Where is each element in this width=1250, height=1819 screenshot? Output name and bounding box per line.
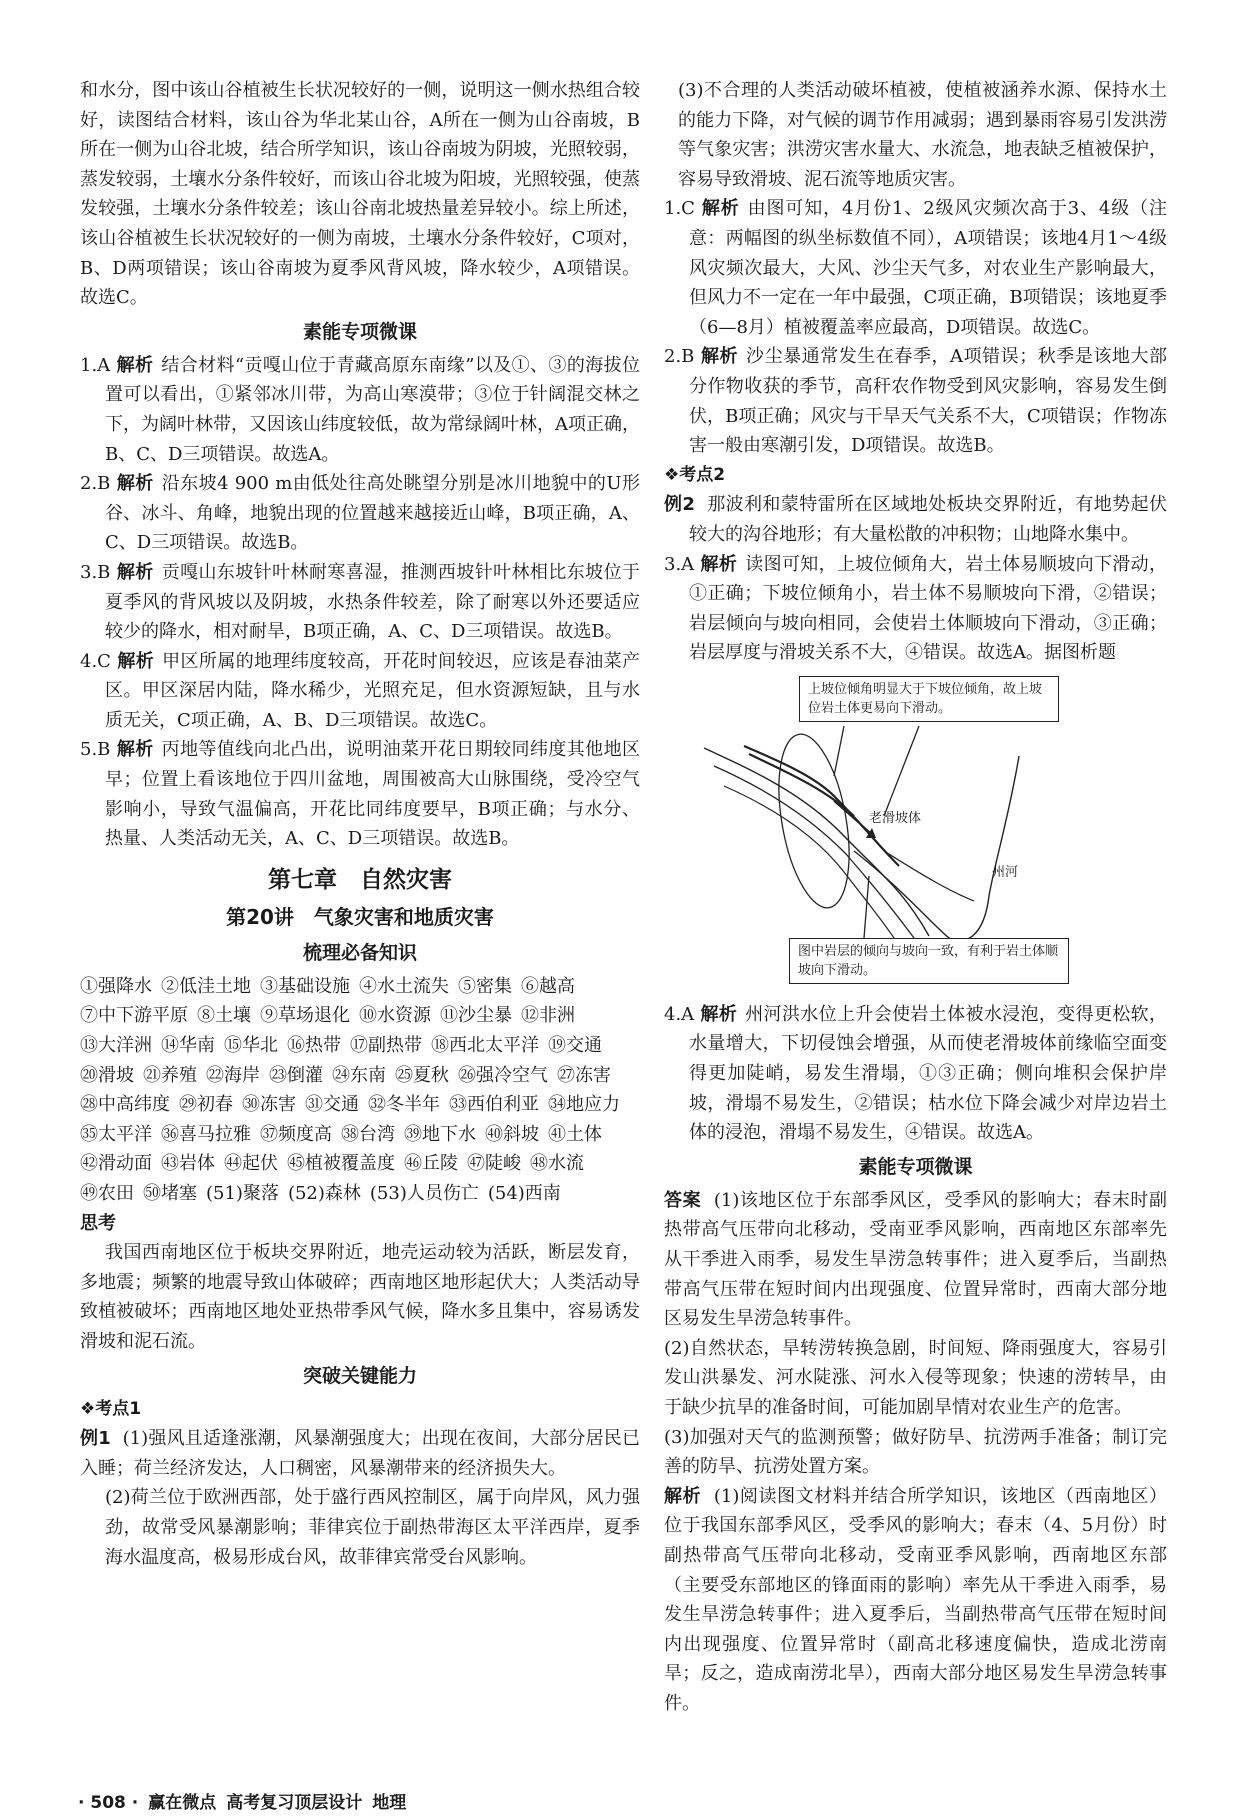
knowledge-term: ⑨草场退化 bbox=[260, 1005, 350, 1027]
knowledge-term: ㊺植被覆盖度 bbox=[287, 1153, 395, 1175]
knowledge-term: ㊼陡峻 bbox=[467, 1153, 521, 1175]
knowledge-term: ㉘中高纬度 bbox=[80, 1094, 170, 1116]
right-column bbox=[664, 76, 1167, 1719]
callout-bottom: 图中岩层的倾向与坡向一致，有利于岩土体顺坡向下滑动。 bbox=[789, 938, 1069, 984]
knowledge-term: ㉝西伯利亚 bbox=[449, 1094, 539, 1116]
section-title-suneng: 素能专项微课 bbox=[302, 320, 417, 343]
knowledge-term: ㉛交通 bbox=[305, 1094, 359, 1116]
knowledge-term: ㉔东南 bbox=[332, 1064, 386, 1086]
knowledge-term-list bbox=[80, 972, 640, 1209]
knowledge-term: ⑰副热带 bbox=[350, 1035, 422, 1057]
label-zhouhe-river: 州河 bbox=[992, 864, 1019, 880]
answer-item-r1: 1.C 解析 由图可知，4月份1、2级风灾频次高于3、4级（注意：两幅图的纵坐标数值不同），A项错误；该地4月1～4级风灾频次最大，大风、沙尘天气多，对农业生产影响最大，但风力不一定在一年中最强，C项正确，B项错误；该地夏季（6—8月）植被覆盖率应最高，D项错误。故选C。 bbox=[664, 198, 1168, 338]
rock-layer-1 bbox=[704, 748, 929, 936]
answer-item-5: 5.B 解析 丙地等值线向北凸出，说明油菜开花日期较同纬度其他地区早；位置上看该地位于四川盆地，周围被高大山脉围绕，受冷空气影响小，导致气温偏高，开花比同纬度要早，B项正确；与水分、热量、人类活动无关，A、C、D三项错误。故选B。 bbox=[80, 739, 641, 850]
knowledge-term: (52)森林 bbox=[287, 1183, 361, 1204]
valley-profile bbox=[854, 756, 1019, 941]
footer-brand: 赢在微点 bbox=[148, 1793, 217, 1813]
knowledge-term: ㊻丘陵 bbox=[404, 1153, 458, 1175]
knowledge-term: ⑱西北太平洋 bbox=[431, 1035, 539, 1057]
landslide-figure bbox=[684, 676, 1144, 986]
knowledge-term: ⑮华北 bbox=[224, 1035, 278, 1057]
knowledge-term: ㊾农田 bbox=[80, 1183, 134, 1204]
knowledge-term: ㊷滑动面 bbox=[80, 1153, 152, 1175]
section-title-shuli: 梳理必备知识 bbox=[302, 941, 417, 964]
key-point-2: ❖考点2 bbox=[664, 464, 726, 485]
knowledge-term: ㊱喜马拉雅 bbox=[161, 1123, 251, 1145]
answer-item-3: 3.B 解析 贡嘎山东坡针叶林耐寒喜湿，推测西坡针叶林相比东坡位于夏季风的背风坡以及阴坡，水热条件较差，除了耐寒以外还要适应较少的降水，相对耐旱，B项正确，A、C、D三项错误。故选B。 bbox=[80, 561, 641, 643]
example-1-part-1: 例1 (1)强风且适逢涨潮，风暴潮强度大；出现在夜间，大部分居民已入睡；荷兰经济发达，人口稠密，风暴潮带来的经济损失大。 bbox=[80, 1428, 640, 1479]
knowledge-term: ②低洼土地 bbox=[161, 975, 251, 997]
knowledge-term: ③基础设施 bbox=[260, 975, 350, 997]
knowledge-term: ⑥越高 bbox=[521, 975, 575, 997]
knowledge-term: ㊶土体 bbox=[548, 1123, 602, 1145]
ground-surface bbox=[884, 851, 974, 901]
knowledge-term: ㊴地下水 bbox=[404, 1123, 476, 1145]
knowledge-term: ㉙初春 bbox=[179, 1094, 233, 1116]
example-2: 例2 那波利和蒙特雷所在区域地处板块交界附近，有地势起伏较大的沟谷地形；有大量松散的冲积物；山地降水集中。 bbox=[664, 494, 1167, 545]
callout-top: 上坡位倾角明显大于下坡位倾角，故上坡位岩土体更易向下滑动。 bbox=[799, 676, 1059, 722]
highlight-ellipse bbox=[767, 729, 861, 913]
knowledge-term: ㊽水流 bbox=[530, 1153, 584, 1175]
knowledge-term: ㉚冻害 bbox=[242, 1094, 296, 1116]
answer-item-r4: 4.A 解析 州河洪水位上升会使岩土体被水浸泡，变得更松软，水量增大，下切侵蚀会增强，从而使老滑坡体前缘临空面变得更加陡峭，易发生滑塌，①③正确；侧向堆积会保护岸坡，滑塌不易发生，②错误；枯水位下降会减少对岸边岩土体的浸泡，滑塌不易发生，④错误。故选A。 bbox=[664, 1003, 1168, 1144]
page-number: · 508 · bbox=[78, 1793, 139, 1813]
knowledge-term: ㊵斜坡 bbox=[485, 1123, 539, 1145]
example-1-part-2: (2)荷兰位于欧洲西部，处于盛行西风控制区，属于向岸风，风力强劲，故常受风暴潮影响；菲律宾位于副热带海区太平洋西岸，夏季海水温度高，极易形成台风，故菲律宾常受台风影响。 bbox=[105, 1487, 640, 1568]
knowledge-term: ⑪沙尘暴 bbox=[440, 1005, 512, 1027]
knowledge-term: ⑳滑坡 bbox=[80, 1064, 134, 1086]
answer-item-2: 2.B 解析 沿东坡4 900 m由低处往高处眺望分别是冰川地貌中的U形谷、冰斗、角峰，地貌出现的位置越来越接近山峰，B项正确，A、C、D三项错误。故选B。 bbox=[80, 473, 640, 554]
think-paragraph: 我国西南地区位于板块交界附近，地壳运动较为活跃，断层发育，多地震；频繁的地震导致山体破碎；西南地区地形起伏大；人类活动导致植被破坏；西南地区地处亚热带季风气候，降水多且集中，容易诱发滑坡和泥石流。 bbox=[80, 1242, 640, 1352]
knowledge-term: ⑫非洲 bbox=[521, 1005, 575, 1027]
answer-item-r3: 3.A 解析 读图可知，上坡位倾角大，岩土体易顺坡向下滑动，①正确；下坡位倾角小，岩土体不易顺坡向下滑，②错误；岩层倾向与坡向相同，会使岩土体顺坡向下滑动，③正确；岩层厚度与滑坡关系不大，④错误。故选A。据图析题 bbox=[664, 553, 1168, 664]
footer-series: 高考复习顶层设计 bbox=[226, 1793, 363, 1813]
knowledge-term: ⑩水资源 bbox=[359, 1005, 431, 1027]
think-label: 思考 bbox=[80, 1212, 116, 1234]
knowledge-term: ㉑养殖 bbox=[143, 1064, 197, 1086]
knowledge-term: ㊳台湾 bbox=[341, 1123, 395, 1145]
knowledge-term: ㉖强冷空气 bbox=[458, 1064, 548, 1086]
answer-item-r2: 2.B 解析 沙尘暴通常发生在春季，A项错误；秋季是该地大部分作物收获的季节，高秆农作物受到风灾影响，容易发生倒伏，B项正确；风灾与干旱天气关系不大，C项错误；作物冻害一般由寒潮引发，D项错误。故选B。 bbox=[664, 346, 1168, 457]
knowledge-term: ㉓倒灌 bbox=[269, 1064, 323, 1086]
slide-arrow bbox=[834, 801, 874, 836]
answer-item-1: 1.A 解析 结合材料“贡嘎山位于青藏高原东南缘”以及①、③的海拔位置可以看出，①紧邻冰川带，为高山寒漠带；③位于针阔混交林之下，为阔叶林带，又因该山纬度较低，故为常绿阔叶林，A项正确，B、C、D三项错误。故选A。 bbox=[80, 354, 641, 465]
leader-line-bottom bbox=[864, 876, 869, 938]
knowledge-term: ⑲交通 bbox=[548, 1035, 602, 1057]
knowledge-term: ㉕夏秋 bbox=[395, 1064, 449, 1086]
knowledge-term: ⑤密集 bbox=[458, 975, 512, 997]
knowledge-term: ㉞地应力 bbox=[548, 1094, 620, 1116]
knowledge-term: ⑧土壤 bbox=[197, 1005, 251, 1027]
knowledge-term: ㉒海岸 bbox=[206, 1064, 260, 1086]
footer-subject: 地理 bbox=[372, 1793, 407, 1813]
knowledge-term: (51)聚落 bbox=[206, 1183, 279, 1204]
knowledge-term: ①强降水 bbox=[80, 975, 152, 997]
knowledge-term: ⑯热带 bbox=[287, 1035, 341, 1057]
rock-layer-2 bbox=[714, 766, 914, 938]
answer-2: (2)自然状态，旱转涝转换急剧，时间短、降雨强度大，容易引发山洪暴发、河水陡涨、河水入侵等现象；快速的涝转旱，由于缺少抗旱的准备时间，可能加剧旱情对农业生产的危害。 bbox=[664, 1337, 1167, 1418]
knowledge-term: ㊹起伏 bbox=[224, 1153, 278, 1175]
lecture-title: 第20讲 气象灾害和地质灾害 bbox=[226, 904, 494, 929]
knowledge-term: (54)西南 bbox=[487, 1183, 561, 1204]
label-old-landslide: 老滑坡体 bbox=[869, 810, 922, 826]
leader-line-top-left bbox=[834, 726, 844, 776]
knowledge-term: ㊸岩体 bbox=[161, 1153, 215, 1175]
knowledge-term: ㉟太平洋 bbox=[80, 1123, 152, 1145]
answer-1: 答案 (1)该地区位于东部季风区，受季风的影响大；春末时副热带高气压带向北移动，受南亚季风影响，西南地区东部率先从干季进入雨季，易发生旱涝急转事件；进入夏季后，当副热带高气压带在短时间内出现强度、位置异常时，西南大部分地区易发生旱涝急转事件。 bbox=[664, 1189, 1168, 1330]
knowledge-term: ⑦中下游平原 bbox=[80, 1005, 188, 1027]
knowledge-term: ㉗冻害 bbox=[557, 1064, 611, 1086]
answer-item-4: 4.C 解析 甲区所属的地理纬度较高，开花时间较迟，应该是春油菜产区。甲区深居内陆，降水稀少，光照充足，但水资源短缺，且与水质无关，C项正确，A、B、D三项错误。故选C。 bbox=[80, 650, 641, 731]
analysis: 解析 (1)阅读图文材料并结合所学知识，该地区（西南地区）位于我国东部季风区，受季风的影响大；春末（4、5月份）时副热带高气压带向北移动，受南亚季风影响，西南地区东部（主要受东部地区的锋面雨的影响）率先从干季进入雨季，易发生旱涝急转事件；进入夏季后，当副热带高气压带在短时间内出现强度、位置异常时（副高北移速度偏快，造成北涝南旱；反之，造成南涝北旱），西南大部分地区易发生旱涝急转事件。 bbox=[664, 1485, 1168, 1714]
example-1-part-3: (3)不合理的人类活动破坏植被，使植被涵养水源、保持水土的能力下降，对气候的调节作用减弱；遇到暴雨容易引发洪涝等气象灾害；洪涝灾害水量大、水流急，地表缺乏植被保护，容易导致滑坡、泥石流等地质灾害。 bbox=[678, 80, 1167, 190]
knowledge-term: ⑭华南 bbox=[161, 1035, 215, 1057]
knowledge-term: (53)人员伤亡 bbox=[369, 1183, 479, 1204]
knowledge-term: ⑬大洋洲 bbox=[80, 1035, 152, 1057]
left-column bbox=[80, 76, 640, 1572]
section-title-tupo: 突破关键能力 bbox=[302, 1364, 417, 1387]
leader-line-top-right bbox=[884, 726, 919, 816]
intro-paragraph: 和水分，图中该山谷植被生长状况较好的一侧，说明这一侧水热组合较好，读图结合材料，该山谷为华北某山谷，A所在一侧为山谷南坡，B所在一侧为山谷北坡，结合所学知识，该山谷南坡为阴坡，光照较弱，蒸发较弱，土壤水分条件较好，而该山谷北坡为阳坡，光照较强，使蒸发较强，土壤水分条件较差；该山谷南北坡热量差异较小。综上所述，该山谷植被生长状况较好的一侧为南坡，土壤水分条件较好，C项对，B、D两项错误；该山谷南坡为夏季风背风坡，降水较少，A项错误。故选C。 bbox=[80, 80, 640, 309]
answer-3: (3)加强对天气的监测预警；做好防旱、抗涝两手准备；制订完善的防旱、抗涝处置方案。 bbox=[664, 1426, 1167, 1478]
knowledge-term: ㊿堵塞 bbox=[143, 1183, 197, 1204]
chapter-title: 第七章 自然灾害 bbox=[268, 866, 452, 893]
knowledge-term: ④水土流失 bbox=[359, 975, 449, 997]
section-title-suneng-2: 素能专项微课 bbox=[858, 1155, 973, 1178]
page-footer bbox=[78, 1788, 416, 1813]
knowledge-term: ㉜冬半年 bbox=[368, 1094, 440, 1116]
key-point-1: ❖考点1 bbox=[80, 1398, 142, 1419]
knowledge-term: ㊲频度高 bbox=[260, 1123, 332, 1145]
